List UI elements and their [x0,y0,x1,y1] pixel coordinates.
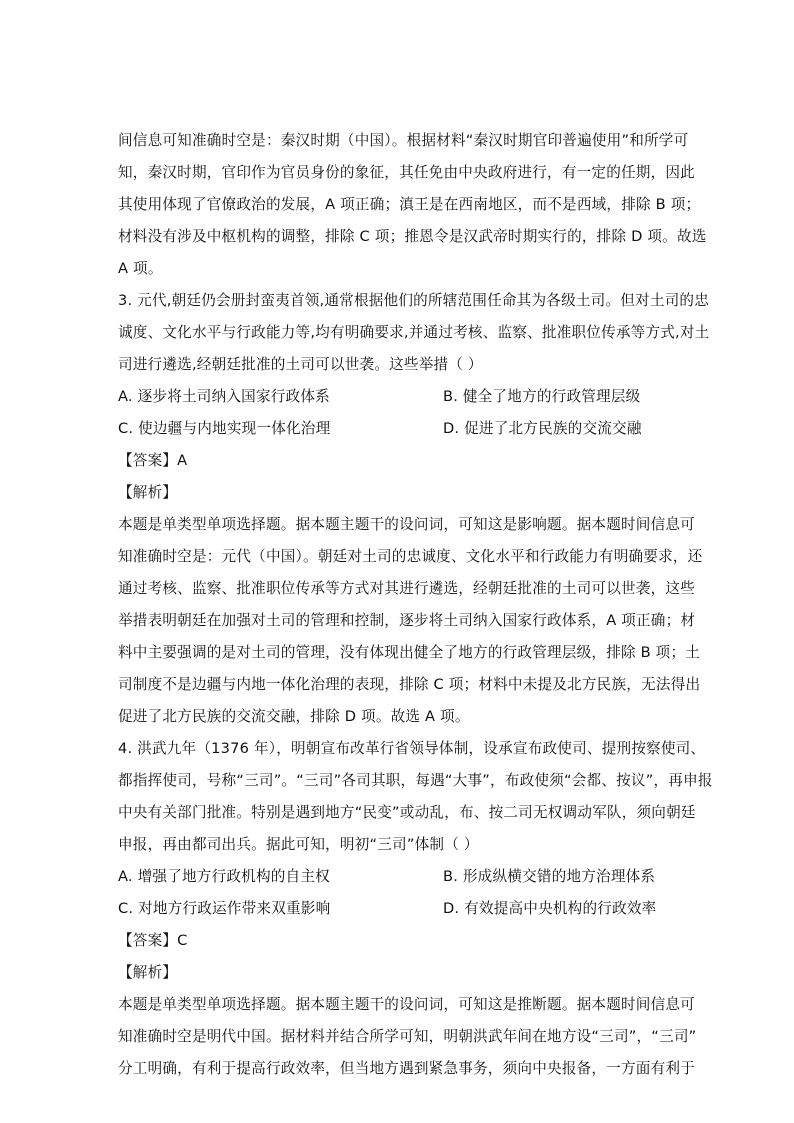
question-3-option-a: A. 逐步将土司纳入国家行政体系 [118,388,330,405]
question-4-option-b: B. 形成纵横交错的地方治理体系 [443,868,656,885]
prev-analysis-line: 间信息可知准确时空是：秦汉时期（中国）。根据材料“秦汉时期官印普遍使用”和所学可 [118,132,689,149]
question-4-stem: 申报，再由都司出兵。据此可知，明初“三司”体制（ ） [118,836,479,853]
question-4-stem: 中央有关部门批准。特别是遇到地方“民变”或动乱，布、按二司无权调动军队，须向朝廷 [118,804,696,821]
question-4-analysis-label: 【解析】 [118,964,178,981]
question-3-stem: 3. 元代,朝廷仍会册封蛮夷首领,通常根据他们的所辖范围任命其为各级土司。但对土司的忠 [118,292,710,309]
question-4-option-a: A. 增强了地方行政机构的自主权 [118,868,330,885]
question-3-analysis-line: 举措表明朝廷在加强对土司的管理和控制，逐步将土司纳入国家行政体系，A 项正确；材 [118,612,696,629]
question-4-option-d: D. 有效提高中央机构的行政效率 [443,900,657,917]
question-3-option-c: C. 使边疆与内地实现一体化治理 [118,420,331,437]
question-3-answer: 【答案】A [118,452,188,469]
question-3-analysis-line: 司制度不是边疆与内地一体化治理的表现，排除 C 项；材料中未提及北方民族，无法得出 [118,676,701,693]
question-4-answer: 【答案】C [118,932,188,949]
question-4-analysis-line: 分工明确，有利于提高行政效率，但当地方遇到紧急事务，须向中央报备，一方面有利于 [118,1060,695,1077]
prev-analysis-line: 知，秦汉时期，官印作为官员身份的象征，其任免由中央政府进行，有一定的任期，因此 [118,164,695,181]
question-3-stem: 诚度、文化水平与行政能力等,均有明确要求,并通过考核、监察、批准职位传承等方式,对土 [118,324,710,341]
question-4-stem: 都指挥使司，号称“三司”。“三司”各司其职，每遇“大事”，布政使须“会都、按议”，再申报 [118,772,713,789]
question-3-analysis-line: 促进了北方民族的交流交融，排除 D 项。故选 A 项。 [118,708,470,725]
question-4-stem: 4. 洪武九年（1376 年），明朝宣布改革行省领导体制，设承宣布政使司、提刑按察使司、 [118,740,706,757]
prev-analysis-line: 其使用体现了官僚政治的发展，A 项正确；滇王是在西南地区，而不是西域，排除 B 项； [118,196,701,213]
question-3-stem: 司进行遴选,经朝廷批准的土司可以世袭。这些举措（ ） [118,356,483,373]
question-4-analysis-line: 知准确时空是明代中国。据材料并结合所学可知，明朝洪武年间在地方设“三司”，“三司” [118,1028,697,1045]
question-4-option-c: C. 对地方行政运作带来双重影响 [118,900,331,917]
question-3-analysis-line: 本题是单类型单项选择题。据本题主题干的设问词，可知这是影响题。据本题时间信息可 [118,516,695,533]
question-3-analysis-line: 料中主要强调的是对土司的管理，没有体现出健全了地方的行政管理层级，排除 B 项；土 [118,644,701,661]
question-3-analysis-label: 【解析】 [118,484,178,501]
question-3-analysis-line: 知准确时空是：元代（中国）。朝廷对土司的忠诚度、文化水平和行政能力有明确要求，还 [118,548,703,565]
question-3-option-b: B. 健全了地方的行政管理层级 [443,388,641,405]
prev-analysis-line: A 项。 [118,260,163,277]
prev-analysis-line: 材料没有涉及中枢机构的调整，排除 C 项；推恩令是汉武帝时期实行的，排除 D 项。故选 [118,228,707,245]
question-3-analysis-line: 通过考核、监察、批准职位传承等方式对其进行遴选，经朝廷批准的土司可以世袭，这些 [118,580,695,597]
question-3-option-d: D. 促进了北方民族的交流交融 [443,420,642,437]
question-4-analysis-line: 本题是单类型单项选择题。据本题主题干的设问词，可知这是推断题。据本题时间信息可 [118,996,695,1013]
